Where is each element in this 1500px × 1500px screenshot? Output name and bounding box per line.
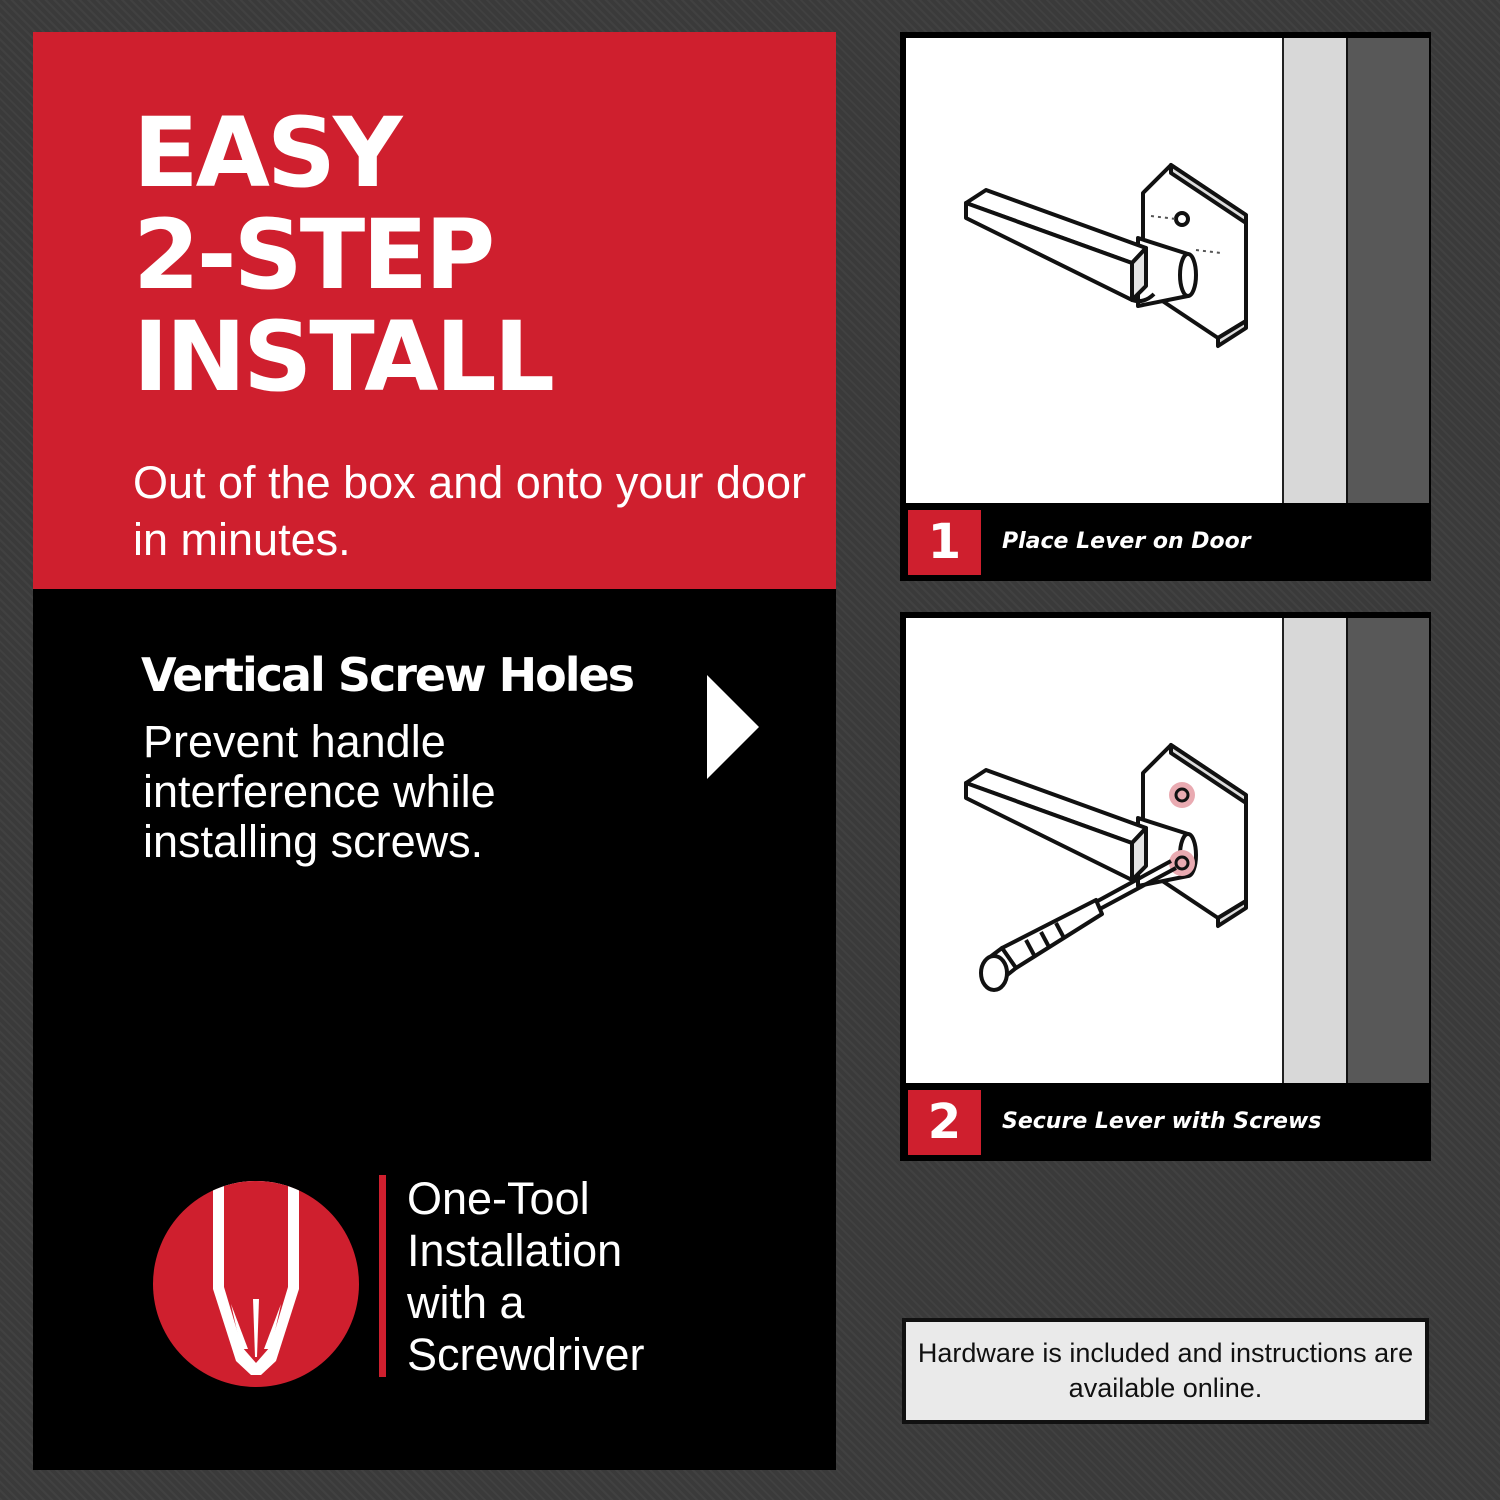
subheadline: Out of the box and onto your door in minutes. [133,457,806,565]
headline-line: EASY [133,97,400,209]
lever-handle-illustration [906,38,1429,503]
tool-text [407,1173,807,1381]
hardware-note [902,1318,1429,1424]
step-label: Place Lever on Door [1002,529,1251,554]
tool-text-line: with a [407,1277,525,1328]
hero-panel [33,32,836,589]
step-card-2 [900,612,1431,1161]
headline-line: INSTALL [133,301,552,413]
step-number: 1 [908,510,981,575]
step-illustration [906,618,1429,1083]
headline [133,97,552,413]
tool-text-line: One-Tool [407,1173,590,1224]
feature-panel [33,589,836,1470]
screwdriver-tip-icon [151,1179,361,1389]
feature-title: Vertical Screw Holes [141,648,634,702]
tool-divider [379,1175,386,1377]
hardware-note-text: Hardware is included and instructions are available online. [917,1338,1414,1403]
feature-description: Prevent handle interference while installing screws. [143,716,496,867]
tool-text-line: Screwdriver [407,1329,645,1380]
headline-line: 2-STEP [133,199,493,311]
step-label: Secure Lever with Screws [1002,1109,1322,1134]
step-card-1 [900,32,1431,581]
lever-and-screwdriver-illustration [906,618,1429,1083]
arrow-right-icon [707,675,759,779]
tool-text-line: Installation [407,1225,623,1276]
step-number: 2 [908,1090,981,1155]
step-illustration [906,38,1429,503]
